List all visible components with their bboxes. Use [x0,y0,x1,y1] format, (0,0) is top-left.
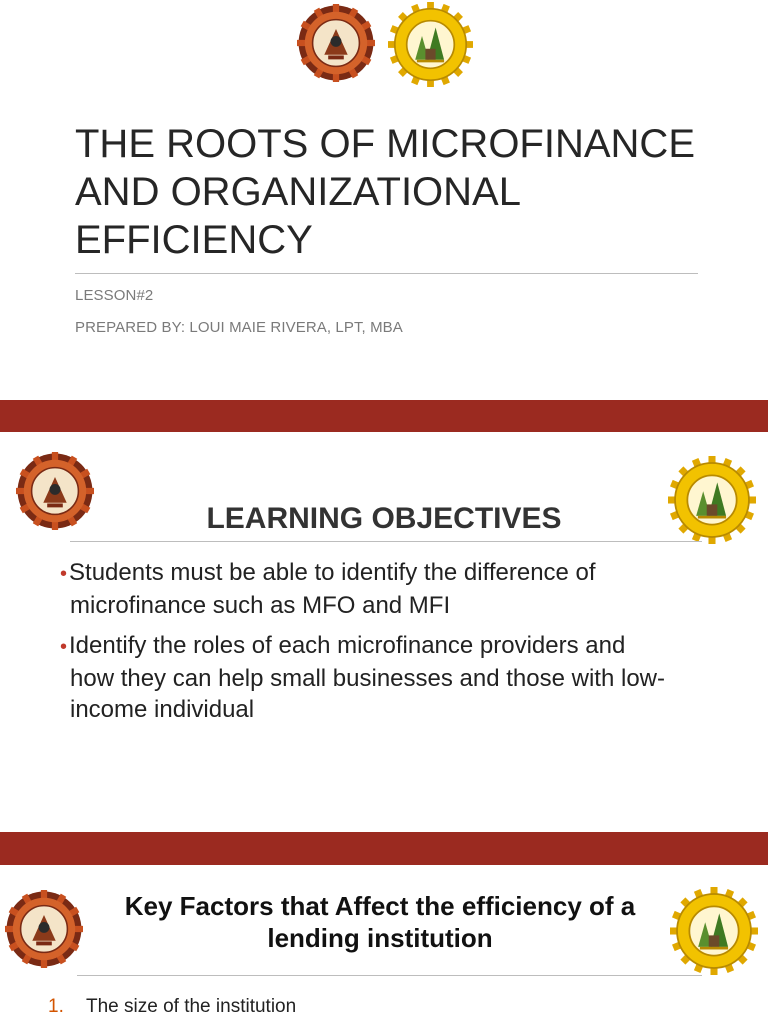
university-seal-icon [297,4,375,82]
slide-separator [0,400,768,432]
presentation-title: THE ROOTS OF MICROFINANCE AND ORGANIZATIONAL EFFICIENCY [75,122,695,262]
objective-text-continued: how they can help small businesses and those with low-income individual [70,665,665,723]
bullet-icon: • [60,563,68,585]
university-seal-icon [5,890,83,968]
objective-text: Students must be able to identify the difference of [69,559,596,586]
slide-heading: LEARNING OBJECTIVES [206,502,562,535]
objective-text-continued: microfinance such as MFO and MFI [70,592,451,619]
college-seal-icon [670,887,758,975]
list-number: 1. [48,996,64,1017]
heading-divider [70,541,702,542]
prepared-by-label: PREPARED BY: LOUI MAIE RIVERA, LPT, MBA [75,319,403,336]
college-seal-icon [388,2,473,87]
list-item [48,996,296,1018]
title-divider [75,273,698,274]
lesson-label: LESSON#2 [75,287,154,304]
objective-item [60,630,730,725]
heading-divider [77,975,702,976]
objective-item [60,557,720,621]
objective-text: Identify the roles of each microfinance providers and [69,632,626,659]
slide-heading: Key Factors that Affect the efficiency of a lending institution [124,891,636,953]
list-item-text: The size of the institution [86,996,297,1017]
slide-title [0,0,768,400]
slide-separator [0,832,768,865]
bullet-icon: • [60,636,68,658]
